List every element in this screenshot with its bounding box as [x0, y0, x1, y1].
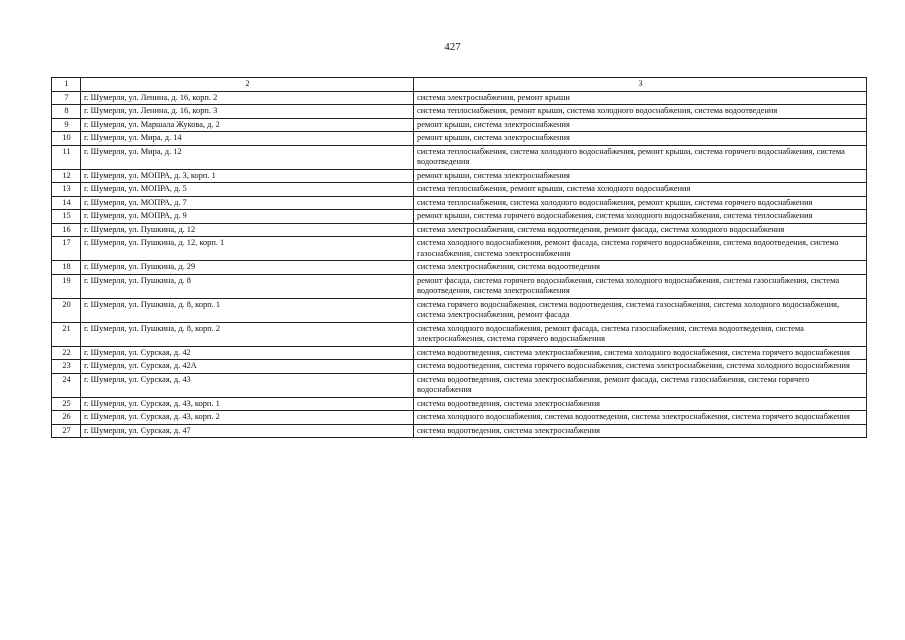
row-address: г. Шумерля, ул. Пушкина, д. 8, корп. 2	[81, 322, 414, 346]
row-address: г. Шумерля, ул. Сурская, д. 43, корп. 1	[81, 397, 414, 411]
table-row	[52, 105, 867, 119]
row-address: г. Шумерля, ул. Сурская, д. 42А	[81, 360, 414, 374]
table-row	[52, 196, 867, 210]
table-row	[52, 261, 867, 275]
row-works: система теплоснабжения, система холодного водоснабжения, ремонт крыши, система горячего водоснабжения, система водоотведения	[414, 145, 867, 169]
table-row	[52, 237, 867, 261]
row-works: система холодного водоснабжения, ремонт фасада, система горячего водоснабжения, система водоотведения, система газоснабжения, система электроснабжения	[414, 237, 867, 261]
table-row	[52, 322, 867, 346]
table-row	[52, 223, 867, 237]
row-address: г. Шумерля, ул. Пушкина, д. 12, корп. 1	[81, 237, 414, 261]
row-works: система горячего водоснабжения, система водоотведения, система газоснабжения, система холодного водоснабжения, система электроснабжения, ремонт фасада	[414, 298, 867, 322]
row-works: система водоотведения, система электроснабжения, ремонт фасада, система газоснабжения, система горячего водоснабжения	[414, 373, 867, 397]
row-number: 10	[52, 132, 81, 146]
row-address: г. Шумерля, ул. Мира, д. 12	[81, 145, 414, 169]
table-row	[52, 145, 867, 169]
row-number: 22	[52, 346, 81, 360]
row-works: система водоотведения, система электроснабжения, система холодного водоснабжения, система горячего водоснабжения	[414, 346, 867, 360]
row-number: 20	[52, 298, 81, 322]
row-number: 15	[52, 210, 81, 224]
table-row	[52, 132, 867, 146]
page-number: 427	[444, 41, 461, 53]
row-address: г. Шумерля, ул. Сурская, д. 42	[81, 346, 414, 360]
row-works: ремонт фасада, система горячего водоснабжения, система холодного водоснабжения, система газоснабжения, система водоотведения, система электроснабжения	[414, 274, 867, 298]
row-address: г. Шумерля, ул. МОПРА, д. 3, корп. 1	[81, 169, 414, 183]
table-row	[52, 183, 867, 197]
row-number: 11	[52, 145, 81, 169]
table-row	[52, 346, 867, 360]
row-works: система электроснабжения, ремонт крыши	[414, 91, 867, 105]
header-cell-2: 2	[81, 78, 414, 92]
row-address: г. Шумерля, ул. МОПРА, д. 5	[81, 183, 414, 197]
row-address: г. Шумерля, ул. Ленина, д. 16, корп. 2	[81, 91, 414, 105]
row-works: система водоотведения, система электроснабжения	[414, 397, 867, 411]
row-works: система холодного водоснабжения, ремонт фасада, система газоснабжения, система водоотведения, система электроснабжения, система горячего водоснабжения	[414, 322, 867, 346]
row-address: г. Шумерля, ул. Сурская, д. 43, корп. 2	[81, 411, 414, 425]
table-row	[52, 411, 867, 425]
table-header-row	[52, 78, 867, 92]
table-row	[52, 274, 867, 298]
row-works: система электроснабжения, система водоотведения	[414, 261, 867, 275]
table-row	[52, 298, 867, 322]
row-works: система теплоснабжения, система холодного водоснабжения, ремонт крыши, система горячего водоснабжения	[414, 196, 867, 210]
header-cell-1: 1	[52, 78, 81, 92]
row-number: 27	[52, 424, 81, 438]
row-number: 8	[52, 105, 81, 119]
row-number: 24	[52, 373, 81, 397]
table-row	[52, 118, 867, 132]
row-address: г. Шумерля, ул. МОПРА, д. 9	[81, 210, 414, 224]
row-number: 26	[52, 411, 81, 425]
row-works: система водоотведения, система электроснабжения	[414, 424, 867, 438]
works-table	[51, 77, 867, 438]
row-number: 17	[52, 237, 81, 261]
table-row	[52, 91, 867, 105]
row-number: 9	[52, 118, 81, 132]
row-works: ремонт крыши, система горячего водоснабжения, система холодного водоснабжения, система теплоснабжения	[414, 210, 867, 224]
row-address: г. Шумерля, ул. Пушкина, д. 12	[81, 223, 414, 237]
row-number: 16	[52, 223, 81, 237]
row-number: 12	[52, 169, 81, 183]
row-number: 23	[52, 360, 81, 374]
row-works: система электроснабжения, система водоотведения, ремонт фасада, система холодного водоснабжения	[414, 223, 867, 237]
row-number: 7	[52, 91, 81, 105]
table-row	[52, 169, 867, 183]
table-row	[52, 360, 867, 374]
row-address: г. Шумерля, ул. Ленина, д. 16, корп. 3	[81, 105, 414, 119]
row-number: 13	[52, 183, 81, 197]
table-row	[52, 373, 867, 397]
row-number: 19	[52, 274, 81, 298]
row-address: г. Шумерля, ул. Пушкина, д. 8	[81, 274, 414, 298]
table-row	[52, 210, 867, 224]
row-number: 14	[52, 196, 81, 210]
row-address: г. Шумерля, ул. Пушкина, д. 29	[81, 261, 414, 275]
row-works: ремонт крыши, система электроснабжения	[414, 169, 867, 183]
table-row	[52, 424, 867, 438]
row-address: г. Шумерля, ул. МОПРА, д. 7	[81, 196, 414, 210]
row-works: ремонт крыши, система электроснабжения	[414, 132, 867, 146]
row-address: г. Шумерля, ул. Маршала Жукова, д. 2	[81, 118, 414, 132]
row-works: ремонт крыши, система электроснабжения	[414, 118, 867, 132]
row-address: г. Шумерля, ул. Пушкина, д. 8, корп. 1	[81, 298, 414, 322]
row-works: система холодного водоснабжения, система водоотведения, система электроснабжения, система горячего водоснабжения	[414, 411, 867, 425]
row-number: 21	[52, 322, 81, 346]
row-address: г. Шумерля, ул. Сурская, д. 47	[81, 424, 414, 438]
row-works: система водоотведения, система горячего водоснабжения, система электроснабжения, система холодного водоснабжения	[414, 360, 867, 374]
row-works: система теплоснабжения, ремонт крыши, система холодного водоснабжения, система водоотведения	[414, 105, 867, 119]
row-address: г. Шумерля, ул. Мира, д. 14	[81, 132, 414, 146]
table-row	[52, 397, 867, 411]
row-number: 18	[52, 261, 81, 275]
row-number: 25	[52, 397, 81, 411]
row-address: г. Шумерля, ул. Сурская, д. 43	[81, 373, 414, 397]
row-works: система теплоснабжения, ремонт крыши, система холодного водоснабжения	[414, 183, 867, 197]
header-cell-3: 3	[414, 78, 867, 92]
